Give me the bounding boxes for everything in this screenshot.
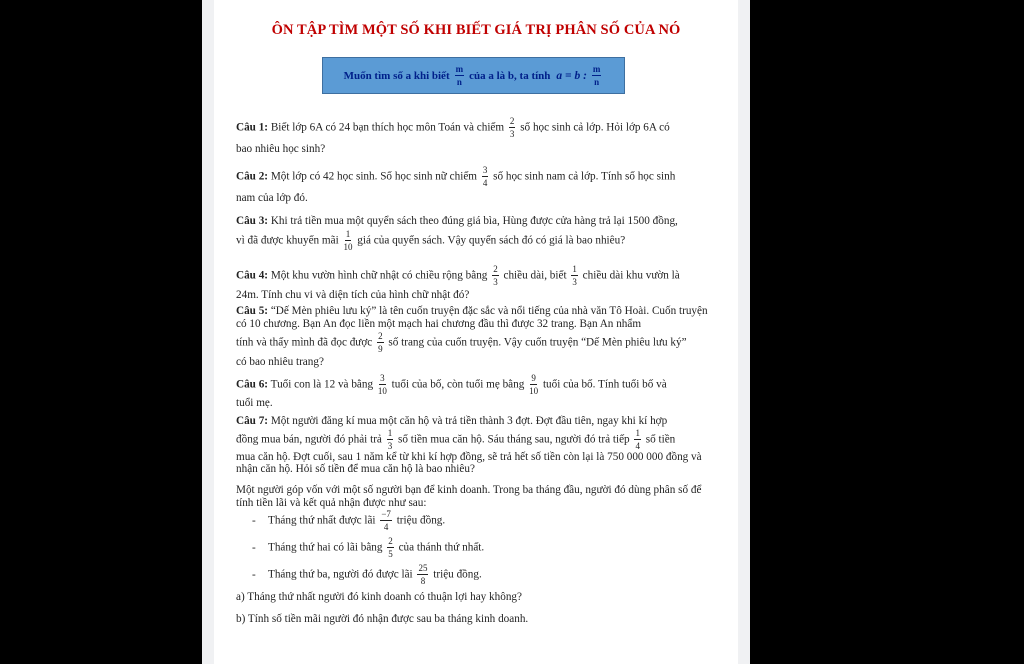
document-page [214,0,738,664]
page-title: ÔN TẬP TÌM MỘT SỐ KHI BIẾT GIÁ TRỊ PHÂN SỐ CỦA NÓ [271,22,681,38]
question-3: Câu 3: Khi trả tiền mua một quyển sách theo đúng giá bìa, Hùng được cửa hàng trả lại 1500 đồng, vì đã được khuyến mãi $\frac{1}{10}$ giá của quyển sách. Vậy quyển sách đó có giá là bao nhiêu? [236,215,678,252]
question-5: Câu 5: “Dế Mèn phiêu lưu ký” là tên cuốn truyện đặc sắc và nổi tiếng của nhà văn Tô Hoài. Cuốn truyện có 10 chương. Bạn An đọc liền một mạch hai chương đầu thì được 32 trang. Bạn An nhẩm tính và thấy mình đã đọc được $\frac{2}{9}$ số trang của cuốn truyện. Vậy cuốn truyện “Dế Mèn phiêu lưu ký” có bao nhiêu trang? [236,305,708,369]
formula-text-1: Muốn tìm số a khi biết [343,69,450,82]
formula-expression-fraction: $\frac{m}{n}$ [592,63,601,87]
list-item: - Tháng thứ ba, người đó được lãi $\frac{25}{8}$ triệu đồng. [252,563,482,586]
formula-box [322,57,625,94]
list-item: - Tháng thứ nhất được lãi $\frac{-7}{4}$ triệu đồng. [252,509,446,532]
formula-expression: a = b : [556,69,587,82]
list-item: - Tháng thứ hai có lãi bằng $\frac{2}{5}$ của thánh thứ nhất. [252,536,485,559]
formula-fraction: $\frac{m}{n}$ [455,63,464,87]
question-6: Câu 6: Tuổi con là 12 và bằng $\frac{3}{10}$ tuổi của bố, còn tuổi mẹ bằng $\frac{9}{10}$ tuổi của bố. Tính tuổi bố và tuổi mẹ. [236,373,667,409]
question-a: a) Tháng thứ nhất người đó kinh doanh có thuận lợi hay không? [236,591,522,603]
question-7: Câu 7: Một người đăng kí mua một căn hộ và trả tiền thành 3 đợt. Đợt đầu tiên, ngay khi kí hợp đồng mua bán, người đó phải trả $\frac{1}{3}$ số tiền mua căn hộ. Sáu tháng sau, người đó trả tiếp $\frac{1}{4}$ số tiền mua căn hộ. Đợt cuối, sau 1 năm kể từ khi kí hợp đồng, sẽ trả hết số tiền còn lại là 750 000 000 đồng và nhận căn hộ. Hỏi số tiền để mua căn hộ là bao nhiêu? [236,415,702,476]
formula-text-2: của a là b, ta tính [469,69,551,82]
question-2: Câu 2: Một lớp có 42 học sinh. Số học sinh nữ chiếm $\frac{3}{4}$ số học sinh nam cả lớp. Tính số học sinh nam của lớp đó. [236,165,676,204]
extra-problem-intro: Một người góp vốn với một số người bạn để kinh doanh. Trong ba tháng đầu, người đó dùng phân số để tính tiền lãi và kết quả nhận được như sau: [236,484,702,509]
question-4: Câu 4: Một khu vườn hình chữ nhật có chiều rộng bằng $\frac{2}{3}$ chiều dài, biết $\frac{1}{3}$ chiều dài khu vườn là 24m. Tính chu vi và diện tích của hình chữ nhật đó? [236,264,680,301]
question-b: b) Tính số tiền mãi người đó nhận được sau ba tháng kinh doanh. [236,613,529,625]
question-1: Câu 1: Biết lớp 6A có 24 bạn thích học môn Toán và chiếm $\frac{2}{3}$ số học sinh cả lớp. Hỏi lớp 6A có bao nhiêu học sinh? [236,116,670,155]
